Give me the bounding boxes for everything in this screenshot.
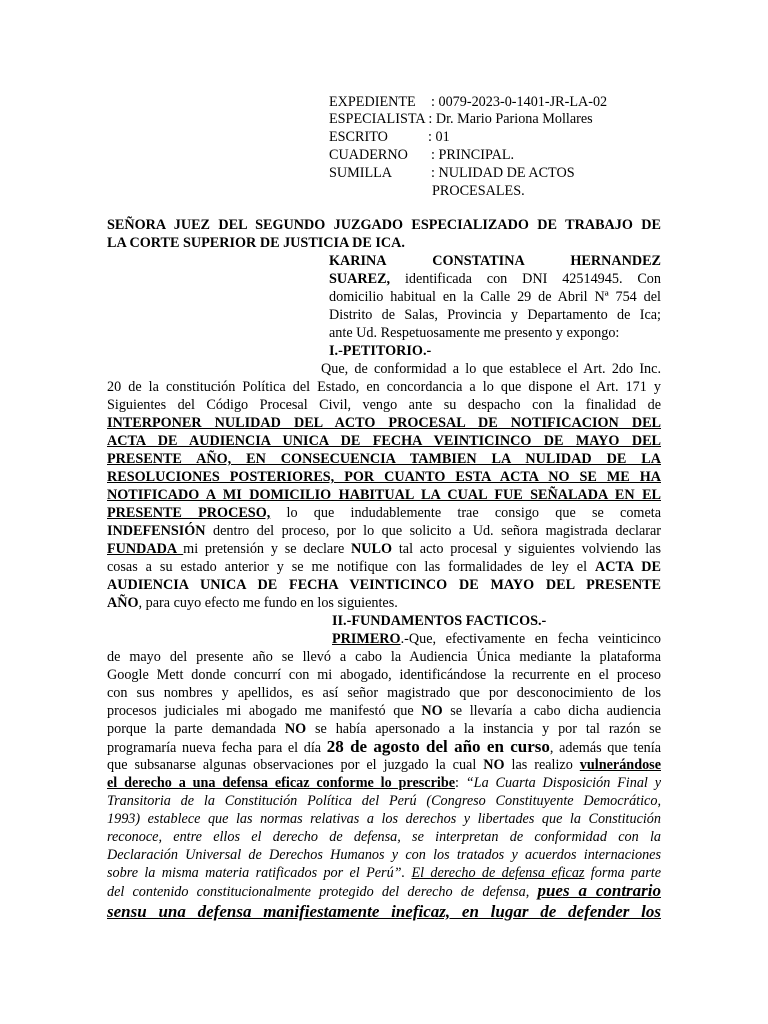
petitorio-line-7: RESOLUCIONES POSTERIORES, POR CUANTO ESTA ACTA NO SE ME HA [107, 469, 661, 485]
petitorio-heading: I.-PETITORIO.- [329, 343, 432, 359]
petitorio-line-14 [107, 594, 398, 612]
sumilla-label: SUMILLA [329, 165, 393, 181]
quote-start-text: “La Cuarta Disposición Final y [465, 775, 662, 791]
petitorio-line-2: 20 de la constitución Política del Estado, en concordancia a lo que dispone el Art. 171 y [107, 379, 661, 395]
intro-line-2-text: identificada con DNI 42514945. Con [390, 271, 661, 287]
petitorio-line-6: PRESENTE AÑO, EN CONSECUENCIA TAMBIEN LA NULIDAD DE LA [107, 451, 661, 467]
fundamentos-line-7 [107, 737, 661, 758]
petitorio-line-4: INTERPONER NULIDAD DEL ACTO PROCESAL DE NOTIFICACION DEL [107, 415, 661, 431]
fundamentos-line-15 [107, 881, 661, 902]
no-text-2: NO [284, 721, 307, 737]
quote-line-4: reconoce, entre ellos el derecho de defensa, se interpretan de conformidad con la [107, 829, 661, 845]
defensa-eficaz-text: el derecho a una defensa eficaz conforme lo prescribe [107, 775, 456, 791]
sumilla-line [329, 164, 575, 182]
petitorio-line-9-text: lo que indudablemente trae consigo que se cometa [270, 505, 662, 521]
fundamentos-line-2: de mayo del presente año se llevó a cabo la Audiencia Única mediante la plataforma [107, 649, 661, 665]
cuaderno-value: : PRINCIPAL. [431, 147, 515, 163]
hearing-date-text: 28 de agosto del año en curso [326, 737, 550, 756]
fundamentos-line-9 [107, 774, 661, 792]
fundamentos-line-8-text-a: que subsanarse algunas observaciones por el juzgado la cual [107, 757, 484, 773]
escrito-line [329, 128, 450, 146]
petitorio-line-10-text: dentro del proceso, por lo que solicito a Ud. señora magistrada declarar [205, 523, 661, 539]
fundamentos-line-8-text-b: las realizo [504, 757, 580, 773]
no-text-1: NO [421, 703, 443, 719]
escrito-label: ESCRITO [329, 129, 388, 145]
sumilla-value: : NULIDAD DE ACTOS [431, 165, 575, 181]
petitorio-line-8: NOTIFICADO A MI DOMICILIO HABITUAL LA CUAL FUE SEÑALADA EN EL [107, 487, 661, 503]
especialista-line [329, 110, 593, 128]
presente-proceso-text: PRESENTE PROCESO, [107, 505, 271, 521]
petitorio-line-11 [107, 540, 661, 558]
petitorio-line-5: ACTA DE AUDIENCIA UNICA DE FECHA VEINTICINCO DE MAYO DEL [107, 433, 661, 449]
fundamentos-line-5-text-b: se llevaría a cabo dicha audiencia [442, 703, 661, 719]
petitorio-line-1: Que, de conformidad a lo que establece el Art. 2do Inc. [321, 361, 661, 377]
especialista-label: ESPECIALISTA [329, 111, 425, 127]
nulo-text: NULO [351, 541, 393, 557]
fundamentos-line-7-text-b: , además que tenía [549, 740, 661, 756]
colon-text: : [455, 775, 466, 791]
petitorio-line-3: Siguientes del Código Procesal Civil, vengo ante su despacho con la finalidad de [107, 397, 661, 413]
quote-line-3: 1993) establece que las normas relativas a los derechos y libertades que la Constitución [107, 811, 661, 827]
primero-text: PRIMERO [332, 631, 401, 647]
escrito-value: : 01 [428, 129, 450, 145]
fundamentos-line-5 [107, 702, 661, 720]
expediente-label: EXPEDIENTE [329, 94, 416, 110]
cuaderno-line [329, 146, 514, 164]
petitorio-line-10 [107, 522, 661, 540]
defensa-eficaz-underlined: El derecho de defensa eficaz [411, 865, 585, 881]
contrario-text: pues a contrario [537, 881, 662, 900]
fundamentos-line-1 [332, 630, 661, 648]
petitorio-line-11-text-b: tal acto procesal y siguientes volviendo las [392, 541, 661, 557]
quote-end-text: sobre la misma materia ratificados por el Perú”. [107, 865, 412, 881]
cuaderno-label: CUADERNO [329, 147, 408, 163]
petitorio-line-13: AUDIENCIA UNICA DE FECHA VEINTICINCO DE MAYO DEL PRESENTE [107, 577, 661, 593]
vulnerandose-text: vulnerándose [579, 757, 661, 773]
no-text-3: NO [483, 757, 505, 773]
addressee-line-1: SEÑORA JUEZ DEL SEGUNDO JUZGADO ESPECIALIZADO DE TRABAJO DE [107, 217, 661, 233]
intro-line-3: domicilio habitual en la Calle 29 de Abril Nª 754 del [329, 289, 661, 305]
intro-line-5: ante Ud. Respetuosamente me presento y expongo: [329, 325, 620, 341]
fundamentos-line-8 [107, 756, 661, 774]
especialista-value: : Dr. Mario Pariona Mollares [428, 111, 593, 127]
petitorio-line-12 [107, 558, 661, 576]
fundamentos-line-6-text-b: se había apersonado a la instancia y por tal razón se [306, 721, 661, 737]
fundamentos-line-6-text-a: porque la parte demandada [107, 721, 285, 737]
fundamentos-line-16: sensu una defensa manifiestamente ineficaz, en lugar de defender los [107, 902, 661, 921]
petitorio-line-11-text-a: mi pretensión y se declare [183, 541, 352, 557]
addressee-line-2: LA CORTE SUPERIOR DE JUSTICIA DE ICA. [107, 235, 405, 251]
intro-line-2 [329, 270, 661, 288]
petitorio-line-9 [107, 504, 661, 522]
fundamentos-line-6 [107, 720, 661, 738]
acta-de-text: ACTA DE [594, 559, 661, 575]
fundada-text: FUNDADA [107, 541, 184, 557]
expediente-value: : 0079-2023-0-1401-JR-LA-02 [431, 94, 608, 110]
indefension-text: INDEFENSIÓN [107, 523, 206, 539]
fundamentos-line-3: Google Mett donde concurrí con mi abogado, identificándose la recurrente en el proceso [107, 667, 661, 683]
fundamentos-line-7-text-a: programaría nueva fecha para el día [107, 740, 327, 756]
fundamentos-line-4: con sus nombres y apellidos, es así señor magistrado que por desconocimiento de los [107, 685, 661, 701]
petitorio-line-14-text: , para cuyo efecto me fundo en los siguientes. [138, 595, 398, 611]
ano-text: AÑO [107, 595, 139, 611]
quote-line-6 [107, 864, 661, 882]
expediente-line [329, 93, 607, 111]
intro-line-1: KARINA CONSTATINA HERNANDEZ [329, 253, 661, 269]
petitorio-line-12-text: cosas a su estado anterior y se me notifique con las formalidades de ley el [107, 559, 595, 575]
sumilla-value-cont: PROCESALES. [432, 183, 525, 199]
fundamentos-line-1-text: .-Que, efectivamente en fecha veinticinco [400, 631, 661, 647]
intro-line-4: Distrito de Salas, Provincia y Departamento de Ica; [329, 307, 661, 323]
fundamentos-line-15-text: del contenido constitucionalmente protegido del derecho de defensa, [107, 884, 538, 900]
fundamentos-heading: II.-FUNDAMENTOS FACTICOS.- [332, 613, 547, 629]
quote-line-5: Declaración Universal de Derechos Humanos y con los tratados y acuerdos internaciones [107, 847, 661, 863]
fundamentos-line-5-text-a: procesos judiciales mi abogado me manifestó que [107, 703, 422, 719]
quote-line-6-text: forma parte [584, 865, 661, 881]
quote-line-2: Transitoria de la Constitución Política del Perú (Congreso Constituyente Democrático, [107, 793, 661, 809]
petitioner-surname: SUAREZ, [329, 271, 391, 287]
